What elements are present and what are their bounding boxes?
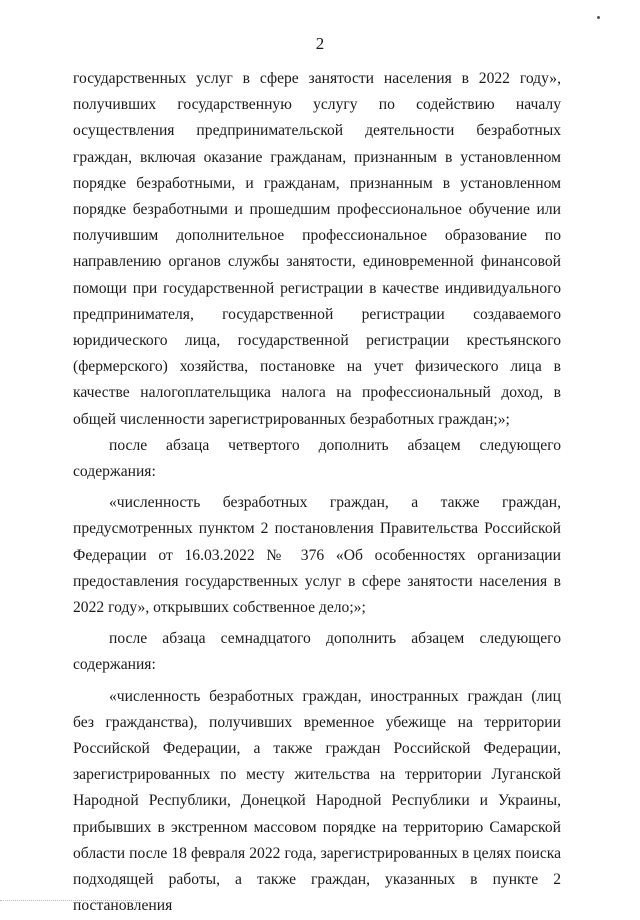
- scan-bottom-edge: [0, 900, 140, 901]
- paragraph-5: «численность безработных граждан, иностранных граждан (лиц без гражданства), получивших временное убежище на территории Российской Федерации, а также граждан Российской Федерации, зарегистрированных по месту жительства на территории Луганской Народной Республики, Донецкой Народной Республики и Украины, прибывших в экстренном массовом порядке на территорию Самарской области после 18 февраля 2022 года, зарегистрированных в целях поиска подходящей работы, а также граждан, указанных в пункте 2 постановления: [73, 687, 561, 915]
- document-body: [73, 66, 561, 920]
- paragraph-2: после абзаца четвертого дополнить абзацем следующего содержания:: [73, 436, 561, 481]
- paragraph-1: государственных услуг в сфере занятости населения в 2022 году», получивших государственную услугу по содействию началу осуществления предпринимательской деятельности безработных граждан, включая оказание гражданам, признанным в установленном порядке безработными, и гражданам, признанным в установленном порядке безработными и прошедшим профессиональное обучение или получившим дополнительное профессиональное образование по направлению органов службы занятости, единовременной финансовой помощи при государственной регистрации в качестве индивидуального предпринимателя, государственной регистрации создаваемого юридического лица, государственной регистрации крестьянского (фермерского) хозяйства, постановке на учет физического лица в качестве налогоплательщика налога на профессиональный доход, в общей численности зарегистрированных безработных граждан;»;: [73, 70, 561, 428]
- paragraph-3: «численность безработных граждан, а также граждан, предусмотренных пунктом 2 постановления Правительства Российской Федерации от 16.03.2022 № 376 «Об особенностях организации предоставления государственных услуг в сфере занятости населения в 2022 году», открывших собственное дело;»;: [73, 494, 561, 617]
- scan-speck: [597, 16, 600, 19]
- page-number: 2: [315, 34, 325, 53]
- paragraph-4: после абзаца семнадцатого дополнить абзацем следующего содержания:: [73, 630, 561, 674]
